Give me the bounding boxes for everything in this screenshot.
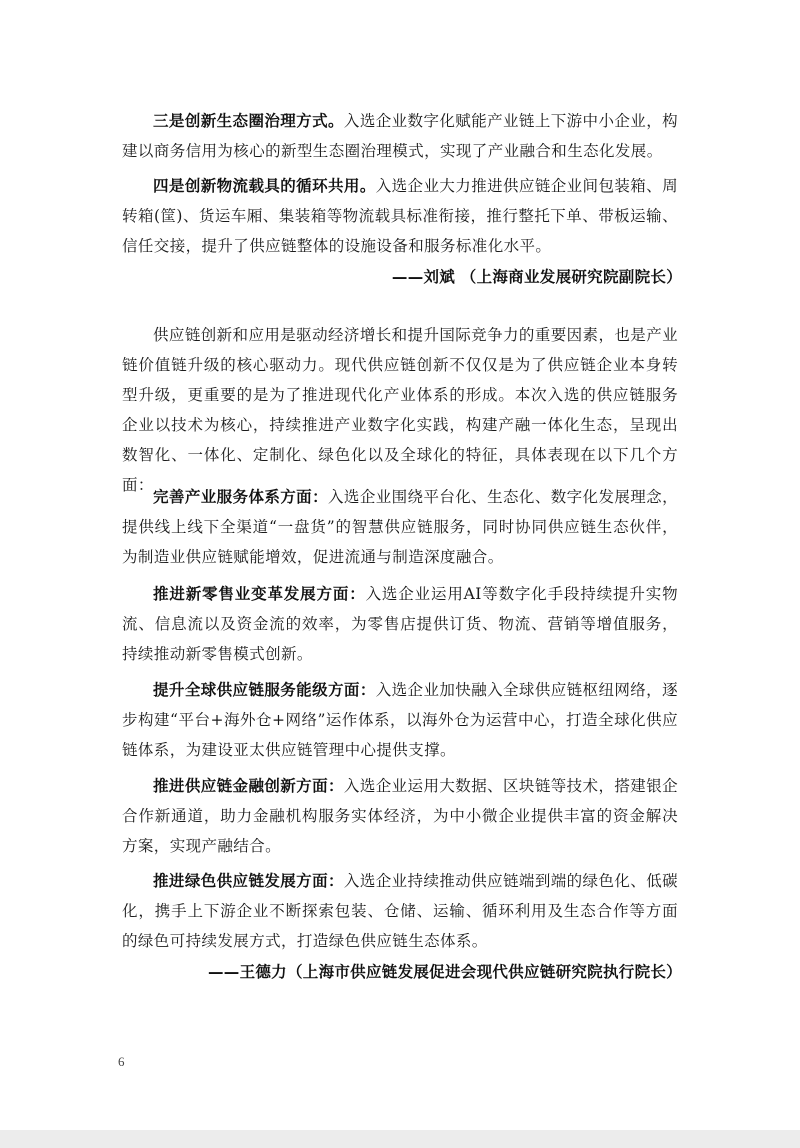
signature-liu-bin: ——刘斌 （上海商业发展研究院副院长） xyxy=(391,268,682,286)
paragraph-lead: 完善产业服务体系方面： xyxy=(153,488,328,506)
paragraph-text: 入选企业数字化赋能产业链上下游中小企业，构建以商务信用为核心的新型生态圈治理模式，实现了产业融合和生态化发展。 xyxy=(122,112,678,160)
paragraph-industry-service xyxy=(122,482,678,572)
paragraph-new-retail xyxy=(122,579,678,669)
signature-wang-deli: ——王德力（上海市供应链发展促进会现代供应链研究院执行院长） xyxy=(207,963,682,981)
paragraph-ecosystem-governance xyxy=(122,106,678,166)
paragraph-lead: 三是创新生态圈治理方式。 xyxy=(153,112,344,130)
paragraph-text: 入选企业围绕平台化、生态化、数字化发展理念，提供线上线下全渠道“一盘货”的智慧供应链服务，同时协同供应链生态伙伴，为制造业供应链赋能增效，促进流通与制造深度融合。 xyxy=(122,488,678,566)
paragraph-green-supply-chain xyxy=(122,866,678,956)
paragraph-lead: 推进绿色供应链发展方面： xyxy=(153,872,344,890)
paragraph-text: 入选企业大力推进供应链企业间包装箱、周转箱(筐)、货运车厢、集装箱等物流载具标准衔接，推行整托下单、带板运输、信任交接，提升了供应链整体的设施设备和服务标准化水平。 xyxy=(122,177,678,255)
paragraph-text: 入选企业加快融入全球供应链枢纽网络，逐步构建“平台+海外仓+网络”运作体系，以海外仓为运营中心，打造全球化供应链体系，为建设亚太供应链管理中心提供支撑。 xyxy=(122,681,678,759)
paragraph-text: 入选企业运用AI等数字化手段持续提升实物流、信息流以及资金流的效率，为零售店提供订货、物流、营销等增值服务，持续推动新零售模式创新。 xyxy=(122,585,678,663)
paragraph-intro: 供应链创新和应用是驱动经济增长和提升国际竞争力的重要因素，也是产业链价值链升级的核心驱动力。现代供应链创新不仅仅是为了供应链企业本身转型升级，更重要的是为了推进现代化产业体系的形成。本次入选的供应链服务企业以技术为核心，持续推进产业数字化实践，构建产融一体化生态，呈现出数智化、一体化、定制化、绿色化以及全球化的特征，具体表现在以下几个方面： xyxy=(122,326,678,494)
paragraph-lead: 提升全球供应链服务能级方面： xyxy=(153,681,376,699)
paragraph-text: 入选企业持续推动供应链端到端的绿色化、低碳化，携手上下游企业不断探索包装、仓储、运输、循环利用及生态合作等方面的绿色可持续发展方式，打造绿色供应链生态体系。 xyxy=(122,872,678,950)
paragraph-text: 入选企业运用大数据、区块链等技术，搭建银企合作新通道，助力金融机构服务实体经济，为中小微企业提供丰富的资金解决方案，实现产融结合。 xyxy=(122,777,678,855)
paragraph-supply-chain-finance xyxy=(122,771,678,861)
paragraph-global-supply-chain xyxy=(122,675,678,765)
paragraph-lead: 四是创新物流载具的循环共用。 xyxy=(153,177,376,195)
paragraph-lead: 推进供应链金融创新方面： xyxy=(153,777,344,795)
page-number: 6 xyxy=(118,1054,125,1069)
paragraph-logistics-carriers xyxy=(122,171,678,261)
paragraph-lead: 推进新零售业变革发展方面： xyxy=(153,585,366,603)
